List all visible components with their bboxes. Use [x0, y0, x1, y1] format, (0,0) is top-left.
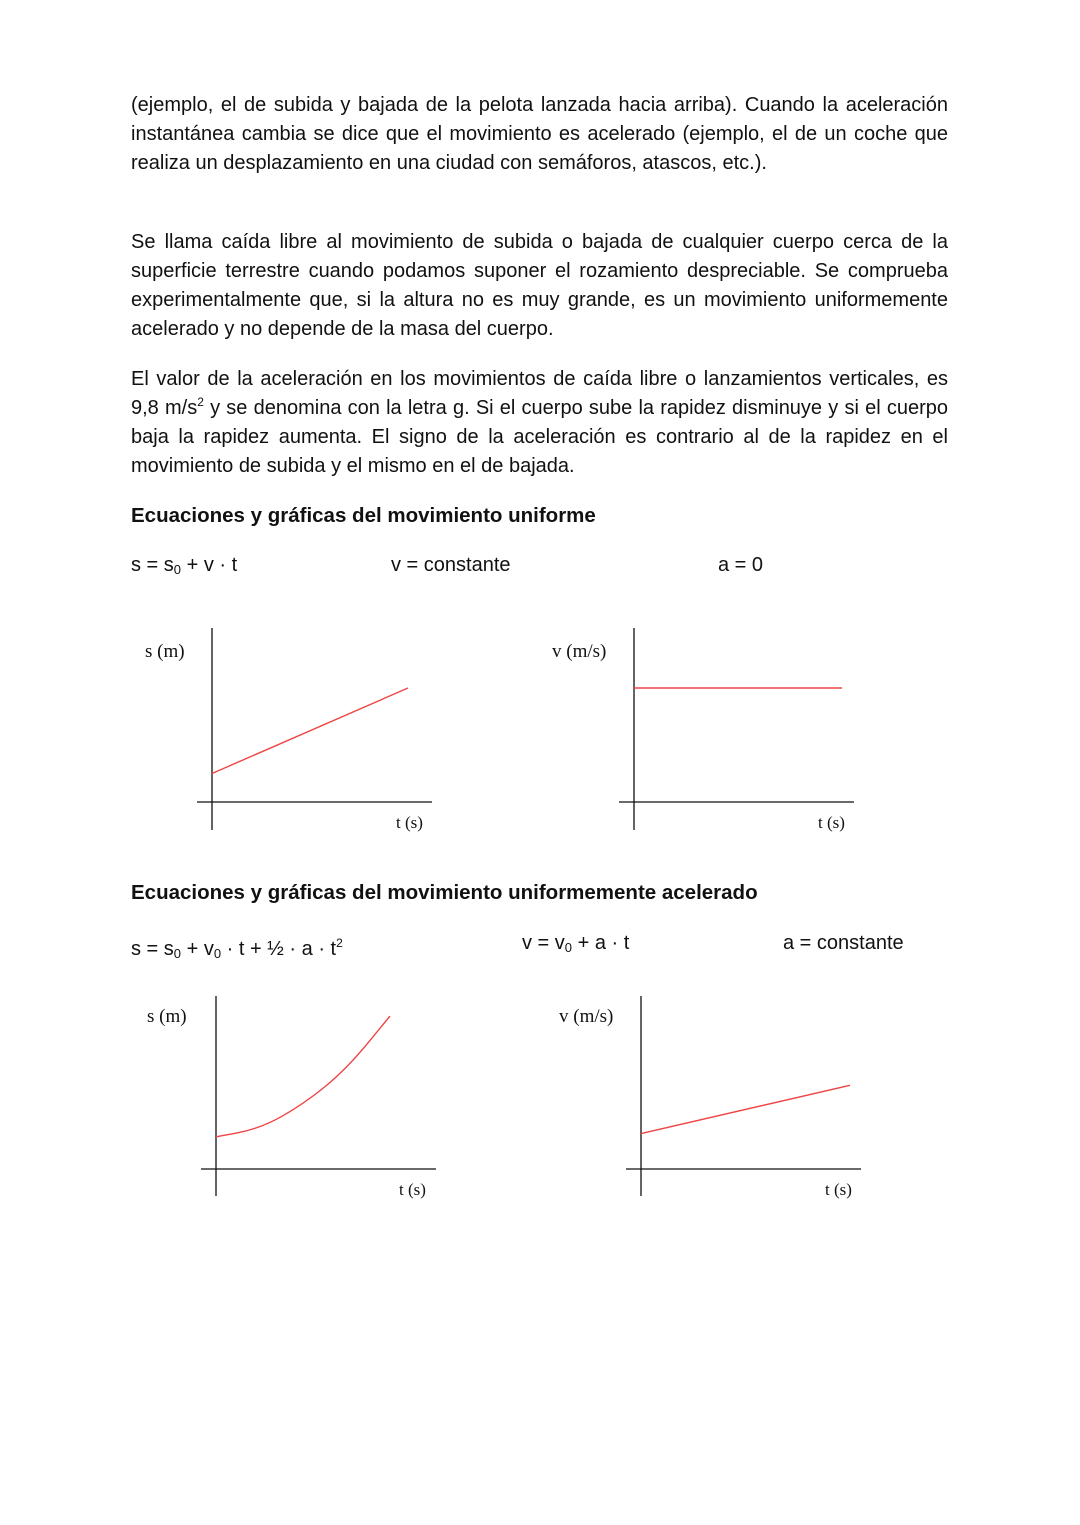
graph-4-xlabel: t (s) [825, 1180, 852, 1199]
graph-3-series-curve [216, 1016, 390, 1137]
graph-1-xlabel: t (s) [396, 813, 423, 832]
paragraph-gravity-text-1: El valor de la aceleración en los movimientos de caída libre o lanzamientos verticales, es 9,8 m/s [131, 368, 948, 419]
eq-a-vel-a: v = v [522, 932, 565, 954]
equation-uniform-velocity: v = constante [391, 554, 511, 576]
heading-accelerated-motion: Ecuaciones y gráficas del movimiento uniformemente acelerado [131, 881, 758, 904]
eq-a-pos-sup: 2 [336, 936, 343, 950]
paragraph-acceleration-intro: (ejemplo, el de subida y bajada de la pelota lanzada hacia arriba). Cuando la aceleración instantánea cambia se dice que el movimiento es acelerado (ejemplo, el de un coche que realiza un desplazamiento en una ciudad con semáforos, atascos, etc.). [131, 94, 948, 174]
graph-3-xlabel: t (s) [399, 1180, 426, 1199]
eq-u-pos-a: s = s [131, 554, 174, 576]
graph-uniform-velocity [552, 628, 854, 832]
eq-a-pos-c: · t + ½ · a · t [221, 938, 337, 960]
eq-u-pos-b: + v · t [181, 554, 238, 576]
graph-1-series-line [212, 688, 408, 774]
heading-uniform-motion: Ecuaciones y gráficas del movimiento uniforme [131, 504, 596, 527]
graph-4-ylabel: v (m/s) [559, 1006, 614, 1027]
paragraph-gravity-text-2: y se denomina con la letra g. Si el cuerpo sube la rapidez disminuye y si el cuerpo baja la rapidez aumenta. El signo de la aceleración es contrario al de la rapidez en el movimiento de subida y el mismo en el de bajada. [131, 397, 948, 477]
eq-a-pos-sub2: 0 [213, 946, 222, 961]
paragraph-free-fall: Se llama caída libre al movimiento de subida o bajada de cualquier cuerpo cerca de la superficie terrestre cuando podamos suponer el rozamiento despreciable. Se comprueba experimentalmente que, si la altura no es muy grande, es un movimiento uniformemente acelerado y no depende de la masa del cuerpo. [131, 231, 948, 340]
graph-4-series-line [641, 1085, 850, 1133]
graph-accelerated-velocity [559, 996, 861, 1199]
graph-2-ylabel: v (m/s) [552, 641, 607, 662]
eq-a-vel-b: + a · t [572, 932, 630, 954]
eq-a-pos-b: + v [181, 938, 214, 960]
equation-accelerated-acceleration: a = constante [783, 932, 904, 954]
equation-uniform-acceleration: a = 0 [718, 554, 764, 576]
eq-u-pos-sub: 0 [173, 562, 182, 577]
paragraph-gravity-sup: 2 [197, 395, 204, 409]
graph-3-ylabel: s (m) [147, 1006, 187, 1027]
eq-a-pos-a: s = s [131, 938, 174, 960]
graph-uniform-position [145, 628, 432, 832]
graph-accelerated-position [147, 996, 436, 1199]
eq-a-vel-sub: 0 [564, 940, 573, 955]
graph-2-xlabel: t (s) [818, 813, 845, 832]
graph-1-ylabel: s (m) [145, 641, 185, 662]
eq-a-pos-sub1: 0 [173, 946, 182, 961]
